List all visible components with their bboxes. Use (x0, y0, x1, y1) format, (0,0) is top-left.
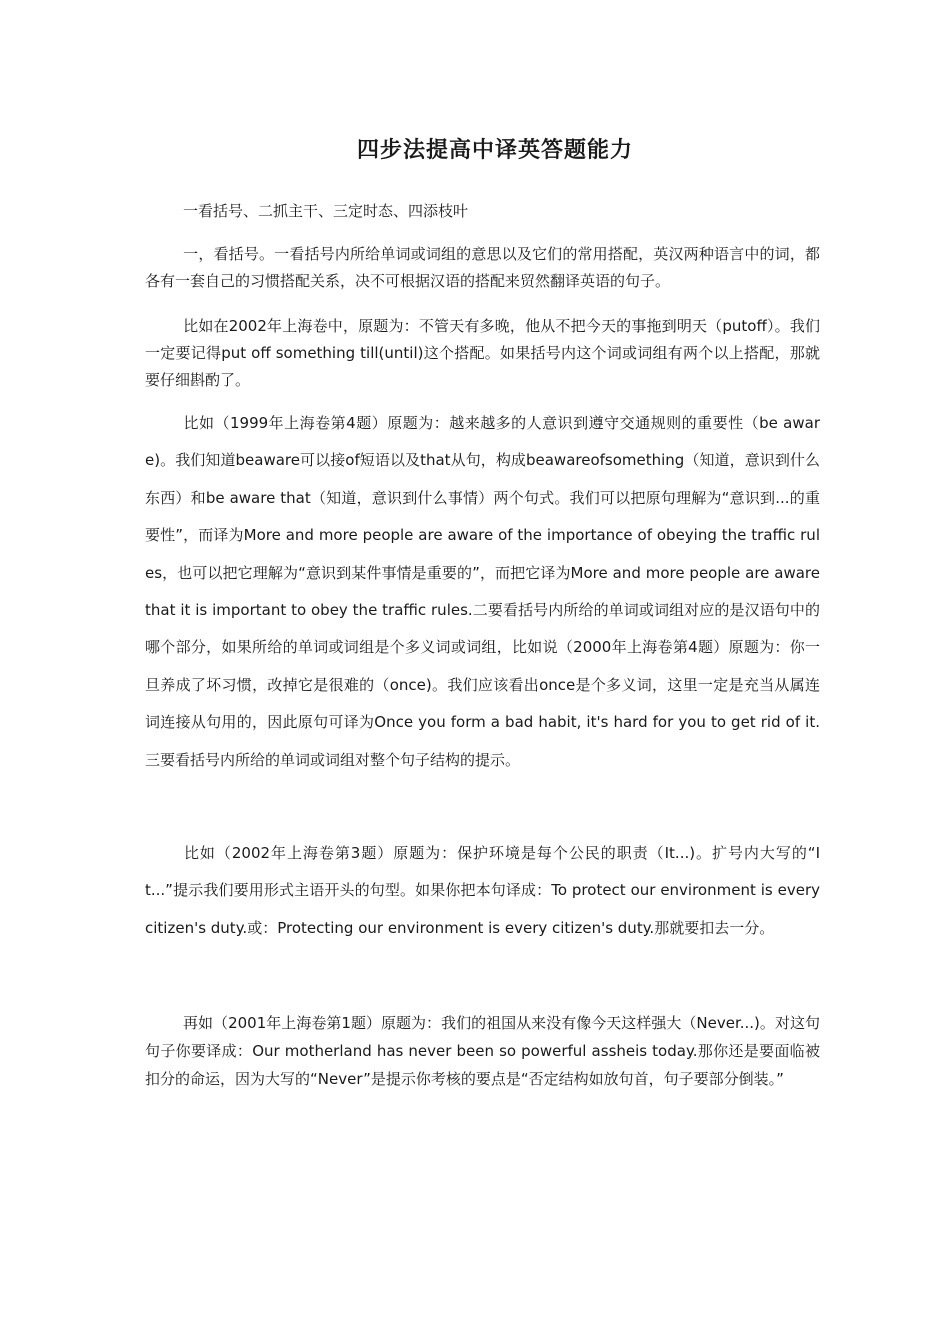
paragraph-text: 再如（2001年上海卷第1题）原题为：我们的祖国从来没有像今天这样强大（Never...)。对这句句子你要译成：Our motherland has never been so powerful assheis today.那你还是要面临被扣分的命运，因为大写的“Never”是提示你考核的要点是“否定结构如放句首，句子要部分倒装。” (145, 1014, 820, 1088)
paragraph-text: 比如在2002年上海卷中，原题为：不管天有多晚，他从不把今天的事拖到明天（putoff）。我们一定要记得put off something till(until)这个搭配。如果括号内这个词或词组有两个以上搭配，那就要仔细斟酌了。 (145, 317, 820, 389)
paragraph-step-one (145, 241, 820, 295)
paragraph-text: 比如（1999年上海卷第4题）原题为：越来越多的人意识到遵守交通规则的重要性（be aware)。我们知道beaware可以接of短语以及that从句，构成beawareofsomething（知道，意识到什么东西）和be aware that（知道，意识到什么事情）两个句式。我们可以把原句理解为“意识到...的重要性”，而译为More and more people are aware of the importance of obeying the traffic rules，也可以把它理解为“意识到某件事情是重要的”，而把它译为More and more people are aware that it is important to obey the traffic rules.二要看括号内所给的单词或词组对应的是汉语句中的哪个部分，如果所给的单词或词组是个多义词或词组，比如说（2000年上海卷第4题）原题为：你一旦养成了坏习惯，改掉它是很难的（once)。我们应该看出once是个多义词，这里一定是充当从属连词连接从句用的，因此原句可译为Once you form a bad habit, it's hard for you to get rid of it.三要看括号内所给的单词或词组对整个句子结构的提示。 (145, 414, 820, 769)
paragraph-example-2002 (145, 313, 820, 394)
paragraph-intro (145, 198, 820, 225)
paragraph-example-2001 (145, 1009, 820, 1093)
paragraph-text: 一，看括号。一看括号内所给单词或词组的意思以及它们的常用搭配，英汉两种语言中的词，都各有一套自己的习惯搭配关系，决不可根据汉语的搭配来贸然翻译英语的句子。 (145, 245, 820, 290)
paragraph-text: 比如（2002年上海卷第3题）原题为：保护环境是每个公民的职责（It...)。扩号内大写的“It...”提示我们要用形式主语开头的句型。如果你把本句译成：To protect our environment is every citizen's duty.或：Protecting our environment is every citizen's duty.那就要扣去一分。 (145, 844, 820, 937)
paragraph-example-1999 (145, 405, 820, 779)
paragraph-example-2002-q3 (145, 835, 820, 947)
document-title: 四步法提高中译英答题能力 (356, 137, 633, 163)
paragraph-text: 一看括号、二抓主干、三定时态、四添枝叶 (183, 202, 469, 220)
